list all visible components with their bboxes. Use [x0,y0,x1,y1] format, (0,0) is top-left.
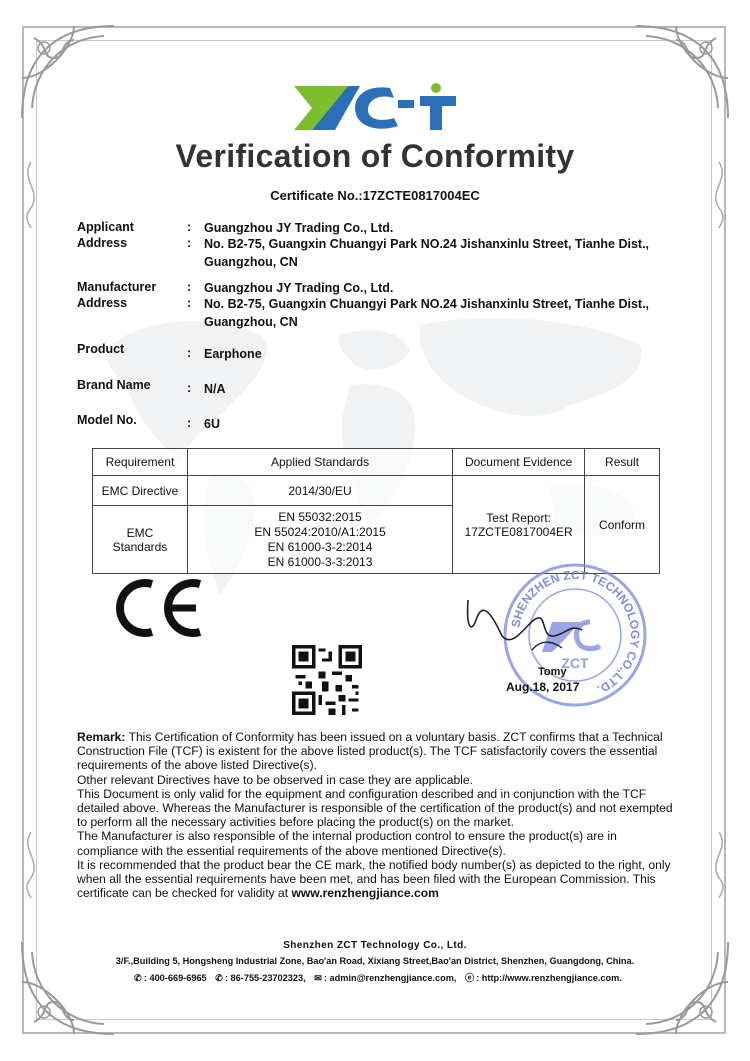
table-header-row [93,449,660,476]
header-document-evidence: Document Evidence [453,449,585,476]
footer-email: : admin@renzhengjiance.com, [323,973,457,983]
header-applied-standards: Applied Standards [187,449,452,476]
standard-item: EN 61000-3-3:2013 [267,554,373,569]
manufacturer-address-line1: No. B2-75, Guangxin Chuangyi Park NO.24 Jishanxinlu Street, Tianhe Dist., [204,297,650,311]
brand-label: Brand Name [77,378,151,392]
manufacturer-address-label: Address [77,296,128,310]
footer-contact-line [0,970,750,984]
manufacturer-name: Guangzhou JY Trading Co., Ltd. [204,281,394,295]
manufacturer-colon: : [187,280,192,294]
footer-phone: : 400-669-6965 [143,973,207,983]
remark-label: Remark: [77,730,126,744]
applicant-address-label: Address [77,236,128,250]
remark-paragraph [77,858,681,901]
standard-item: EN 61000-3-2:2014 [267,539,373,554]
qr-code[interactable] [292,645,362,715]
handwritten-signature [462,590,612,670]
row2-requirement [93,506,188,574]
side-ornament-left-bottom [18,830,44,900]
product-value: Earphone [204,347,262,361]
fax-icon: ✆ [215,973,223,983]
manufacturer-address-line2: Guangzhou, CN [204,315,298,329]
brand-colon: : [187,381,192,395]
footer-company-name: Shenzhen ZCT Technology Co., Ltd. [283,940,467,951]
standard-item: EN 55032:2015 [278,509,362,524]
applicant-address-line2: Guangzhou, CN [204,255,298,269]
row2-standards [187,506,452,574]
model-value: 6U [204,417,220,431]
ce-mark-logo [110,578,205,638]
validation-url-link[interactable]: www.renzhengjiance.com [291,886,439,901]
zct-logo [290,78,460,138]
model-label: Model No. [77,413,137,427]
corner-ornament-top-left [14,18,124,128]
row2-requirement-line1: EMC [126,525,154,540]
remark-paragraph [77,730,681,773]
table-row [93,476,660,506]
evidence-value: 17ZCTE0817004ER [464,524,573,539]
phone-icon: ✆ [134,973,142,983]
remark-text-5: It is recommended that the product bear the CE mark, the notified body number(s) as depicted to the right, only when all the essential requirements have been met, and has been filed with the European Commission. This certificate can be checked for validity at [77,857,671,901]
model-colon: : [187,416,192,430]
document-evidence-cell [453,476,585,574]
applicant-address-colon: : [187,236,192,250]
signer-name: Tomy [538,666,567,678]
corner-ornament-top-right [626,18,736,128]
product-colon: : [187,346,192,360]
footer-web[interactable]: : http://www.renzhengjiance.com. [476,973,622,983]
standards-table [92,448,660,574]
certificate-number: Certificate No.:17ZCTE0817004EC [270,188,480,203]
applicant-colon: : [187,220,192,234]
remark-text-4: The Manufacturer is also responsible of the internal production control to ensure the product(s) are in compliance with the essential requirements of the above mentioned Directive(s). [77,829,617,858]
product-label: Product [77,342,125,356]
applicant-name: Guangzhou JY Trading Co., Ltd. [204,221,394,235]
remark-text-1: This Certification of Conformity has been issued on a voluntary basis. ZCT confirms that a Technical Construction File (TCF) is existent for the above listed product(s). The TCF satisfactorily covers the essential requirements of the above listed Directive(s). [77,730,663,773]
stamp-center-text: ZCT [561,655,589,671]
header-result: Result [585,449,660,476]
certificate-title: Verification of Conformity [175,138,575,174]
manufacturer-address-colon: : [187,296,192,310]
brand-value: N/A [204,382,226,396]
standard-item: EN 55024:2010/A1:2015 [254,524,386,539]
email-icon: ✉ [314,973,322,983]
applicant-address-line1: No. B2-75, Guangxin Chuangyi Park NO.24 Jishanxinlu Street, Tianhe Dist., [204,237,650,251]
remark-text-3: This Document is only valid for the equipment and configuration described and in conjunction with the TCF detailed above. Whereas the Manufacturer is responsible of the certification of the product(s) and not exempted to perform all the necessary activities before placing the product(s) on the market. [77,786,673,830]
header-requirement: Requirement [93,449,188,476]
row2-requirement-line2: Standards [112,539,168,554]
footer-address: 3/F.,Building 5, Hongsheng Industrial Zone, Bao'an Road, Xixiang Street,Bao'an District, Shenzhen, Guangdong, China. [115,956,635,966]
footer-fax: : 86-755-23702323, [224,973,306,983]
signature-date: Aug.18, 2017 [506,680,580,694]
result-cell: Conform [585,476,660,574]
row1-standard: 2014/30/EU [187,476,452,506]
stamp-text: SHENZHEN ZCT TECHNOLOGY CO.,LTD. [508,567,643,697]
manufacturer-label: Manufacturer [77,280,157,294]
side-ornament-right-bottom [706,830,732,900]
web-icon: ⓔ [465,973,475,983]
applicant-label: Applicant [77,220,134,234]
evidence-label: Test Report: [486,510,551,525]
remark-text-2: Other relevant Directives have to be observed in case they are applicable. [77,772,473,787]
remark-section [77,730,681,900]
row1-requirement: EMC Directive [93,476,188,506]
